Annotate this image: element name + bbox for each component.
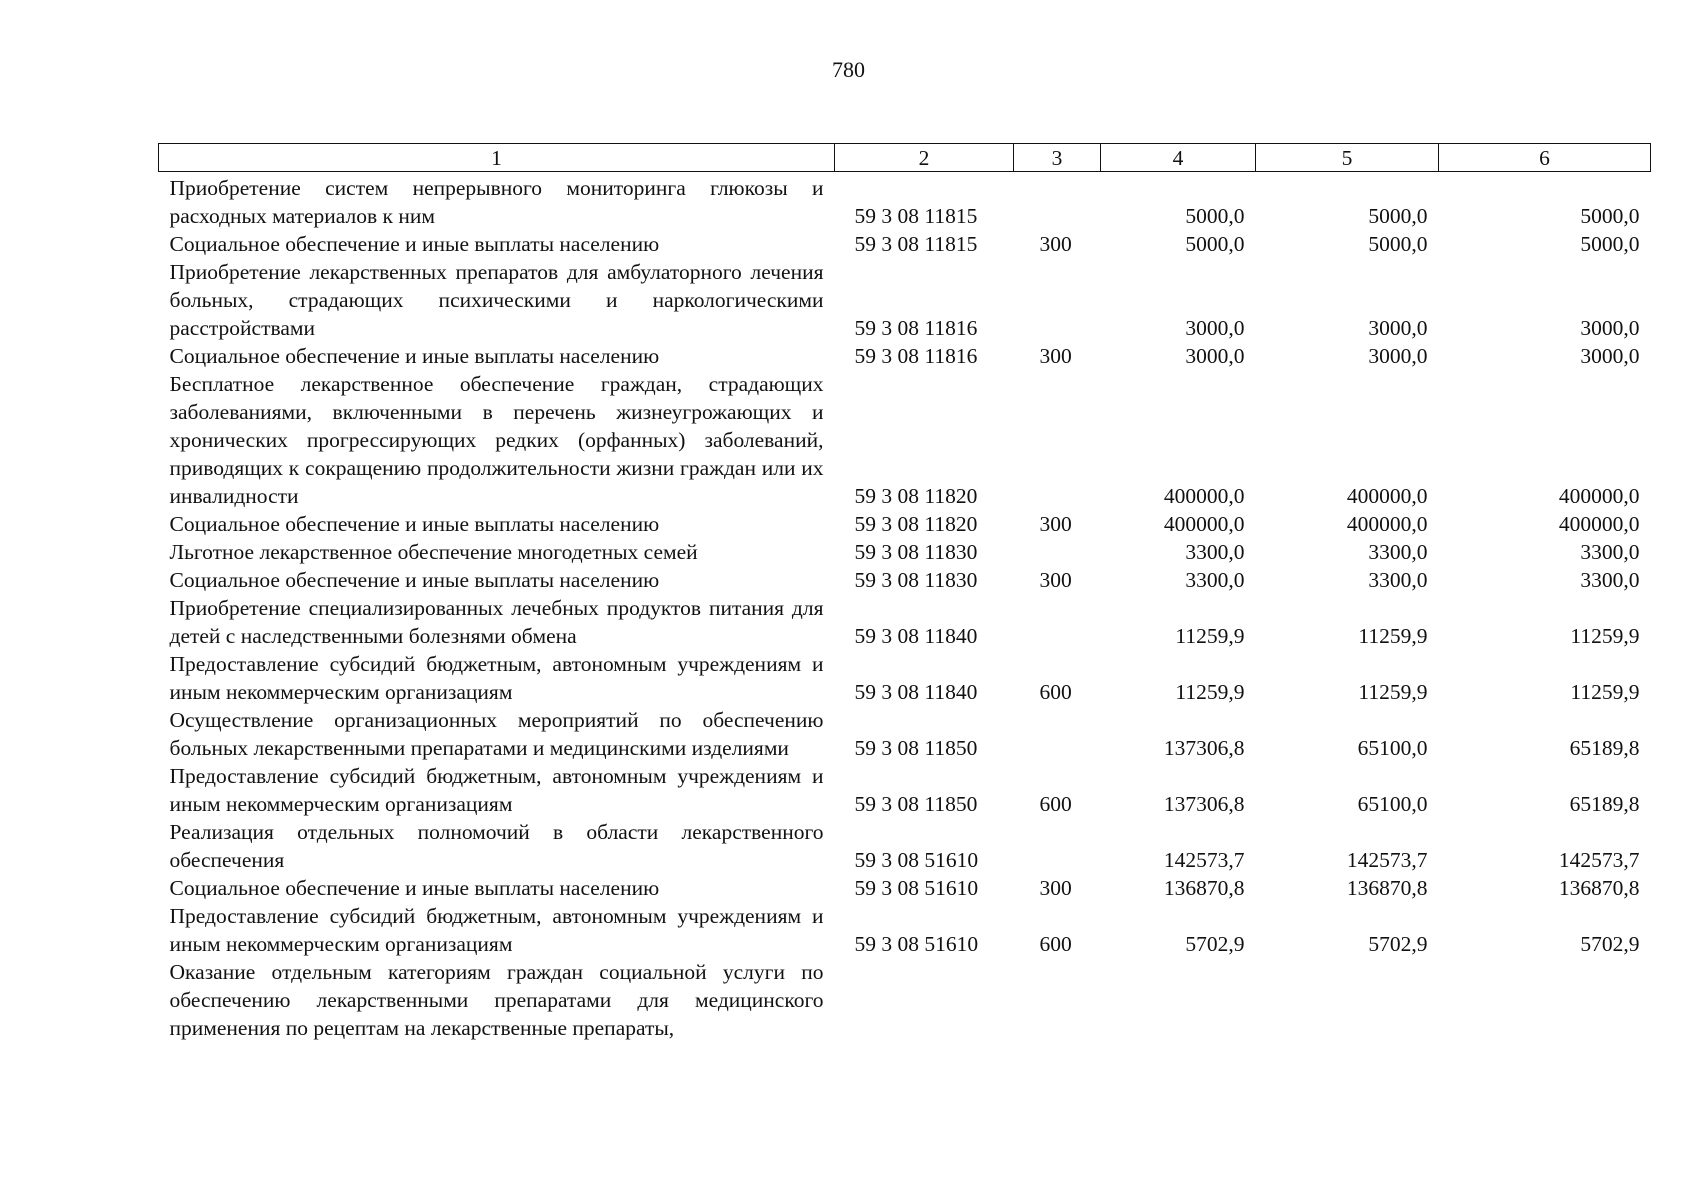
row-value-col6: 65189,8 bbox=[1569, 792, 1640, 816]
row-value-col5 bbox=[1256, 958, 1439, 1042]
row-expense-type: 300 bbox=[1039, 232, 1072, 256]
row-value-col4: 5702,9 bbox=[1185, 932, 1245, 956]
row-value-col5: 65100,0 bbox=[1357, 736, 1428, 760]
row-value-col6: 5000,0 bbox=[1580, 232, 1640, 256]
row-expense-type: 300 bbox=[1039, 568, 1072, 592]
row-name: Бесплатное лекарственное обеспечение граждан, страдающих заболеваниями, включенными в перечень жизнеугрожающих и хронических прогрессирующих редких (орфанных) заболеваний, приводящих к сокращению продолжительности жизни граждан или их инвалидности bbox=[169, 372, 824, 508]
row-value-col5: 142573,7 bbox=[1346, 848, 1428, 872]
row-code: 59 3 08 11850 bbox=[854, 792, 978, 816]
row-code: 59 3 08 11840 bbox=[854, 624, 978, 648]
row-value-col6: 3000,0 bbox=[1580, 316, 1640, 340]
row-value-col4: 137306,8 bbox=[1163, 792, 1245, 816]
column-header-5: 5 bbox=[1256, 144, 1439, 172]
row-expense-type bbox=[1014, 594, 1101, 650]
row-name: Социальное обеспечение и иные выплаты населению bbox=[169, 512, 660, 536]
row-value-col5: 400000,0 bbox=[1346, 512, 1428, 536]
row-value-col4: 3000,0 bbox=[1185, 344, 1245, 368]
row-value-col6: 136870,8 bbox=[1558, 876, 1640, 900]
row-code: 59 3 08 11850 bbox=[854, 736, 978, 760]
column-header-2: 2 bbox=[835, 144, 1014, 172]
row-code: 59 3 08 11840 bbox=[854, 680, 978, 704]
row-value-col5: 5000,0 bbox=[1368, 232, 1428, 256]
row-value-col4: 400000,0 bbox=[1163, 512, 1245, 536]
row-expense-type bbox=[1014, 538, 1101, 566]
row-value-col4: 3300,0 bbox=[1185, 540, 1245, 564]
row-value-col6: 11259,9 bbox=[1570, 680, 1640, 704]
table-row bbox=[159, 538, 1651, 566]
row-value-col4: 137306,8 bbox=[1163, 736, 1245, 760]
table-body bbox=[159, 172, 1651, 1043]
row-name: Социальное обеспечение и иные выплаты населению bbox=[169, 344, 660, 368]
row-value-col6: 5702,9 bbox=[1580, 932, 1640, 956]
row-code: 59 3 08 11816 bbox=[854, 316, 978, 340]
row-value-col4: 3300,0 bbox=[1185, 568, 1245, 592]
row-value-col4: 11259,9 bbox=[1175, 680, 1245, 704]
column-header-4: 4 bbox=[1101, 144, 1256, 172]
row-value-col4: 5000,0 bbox=[1185, 232, 1245, 256]
row-expense-type: 600 bbox=[1039, 680, 1072, 704]
row-value-col6: 3300,0 bbox=[1580, 568, 1640, 592]
budget-table bbox=[158, 143, 1651, 1042]
row-name: Предоставление субсидий бюджетным, автономным учреждениям и иным некоммерческим организациям bbox=[169, 764, 824, 816]
header-row bbox=[159, 144, 1651, 172]
row-expense-type bbox=[1014, 172, 1101, 231]
row-code: 59 3 08 11815 bbox=[854, 232, 978, 256]
row-name: Оказание отдельным категориям граждан социальной услуги по обеспечению лекарственными препаратами для медицинского применения по рецептам на лекарственные препараты, bbox=[169, 960, 824, 1040]
row-value-col5: 11259,9 bbox=[1358, 680, 1428, 704]
row-value-col6: 3000,0 bbox=[1580, 344, 1640, 368]
row-name: Осуществление организационных мероприятий по обеспечению больных лекарственными препаратами и медицинскими изделиями bbox=[169, 708, 824, 760]
row-code: 59 3 08 51610 bbox=[854, 848, 979, 872]
row-value-col5: 65100,0 bbox=[1357, 792, 1428, 816]
row-name: Приобретение специализированных лечебных продуктов питания для детей с наследственными болезнями обмена bbox=[169, 596, 824, 648]
row-value-col5: 3300,0 bbox=[1368, 540, 1428, 564]
row-value-col4: 136870,8 bbox=[1163, 876, 1245, 900]
row-expense-type bbox=[1014, 958, 1101, 1042]
row-value-col5: 400000,0 bbox=[1346, 484, 1428, 508]
row-value-col4: 5000,0 bbox=[1185, 204, 1245, 228]
row-name: Предоставление субсидий бюджетным, автономным учреждениям и иным некоммерческим организациям bbox=[169, 652, 824, 704]
row-value-col4: 3000,0 bbox=[1185, 316, 1245, 340]
column-header-6: 6 bbox=[1439, 144, 1651, 172]
row-name: Предоставление субсидий бюджетным, автономным учреждениям и иным некоммерческим организациям bbox=[169, 904, 824, 956]
row-value-col4: 11259,9 bbox=[1175, 624, 1245, 648]
row-code: 59 3 08 11815 bbox=[854, 204, 978, 228]
table-row bbox=[159, 706, 1651, 762]
row-expense-type: 300 bbox=[1039, 512, 1072, 536]
row-code bbox=[835, 958, 1014, 1042]
row-value-col6: 65189,8 bbox=[1569, 736, 1640, 760]
row-value-col6: 400000,0 bbox=[1558, 512, 1640, 536]
table-row bbox=[159, 258, 1651, 342]
row-value-col5: 3300,0 bbox=[1368, 568, 1428, 592]
table-row bbox=[159, 172, 1651, 231]
row-name: Льготное лекарственное обеспечение многодетных семей bbox=[169, 540, 698, 564]
row-code: 59 3 08 51610 bbox=[854, 876, 979, 900]
row-value-col4: 142573,7 bbox=[1163, 848, 1245, 872]
row-value-col4 bbox=[1101, 958, 1256, 1042]
row-expense-type bbox=[1014, 818, 1101, 874]
row-value-col6: 11259,9 bbox=[1570, 624, 1640, 648]
table-row bbox=[159, 902, 1651, 958]
column-header-1: 1 bbox=[159, 144, 835, 172]
row-expense-type: 300 bbox=[1039, 344, 1072, 368]
row-code: 59 3 08 11830 bbox=[854, 568, 978, 592]
row-expense-type: 600 bbox=[1039, 932, 1072, 956]
row-code: 59 3 08 51610 bbox=[854, 932, 979, 956]
row-value-col5: 5702,9 bbox=[1368, 932, 1428, 956]
row-value-col5: 5000,0 bbox=[1368, 204, 1428, 228]
table-row bbox=[159, 762, 1651, 818]
row-value-col6: 142573,7 bbox=[1558, 848, 1640, 872]
row-expense-type bbox=[1014, 258, 1101, 342]
row-code: 59 3 08 11816 bbox=[854, 344, 978, 368]
row-name: Приобретение систем непрерывного мониторинга глюкозы и расходных материалов к ним bbox=[169, 176, 824, 228]
table-row bbox=[159, 594, 1651, 650]
row-expense-type bbox=[1014, 370, 1101, 510]
table-row bbox=[159, 342, 1651, 370]
table-row bbox=[159, 230, 1651, 258]
table-row bbox=[159, 370, 1651, 510]
row-expense-type: 600 bbox=[1039, 792, 1072, 816]
row-value-col5: 11259,9 bbox=[1358, 624, 1428, 648]
row-name: Реализация отдельных полномочий в области лекарственного обеспечения bbox=[169, 820, 824, 872]
row-value-col6: 400000,0 bbox=[1558, 484, 1640, 508]
row-value-col5: 3000,0 bbox=[1368, 344, 1428, 368]
column-header-3: 3 bbox=[1014, 144, 1101, 172]
row-value-col6: 3300,0 bbox=[1580, 540, 1640, 564]
row-code: 59 3 08 11820 bbox=[854, 484, 978, 508]
row-value-col5: 3000,0 bbox=[1368, 316, 1428, 340]
row-name: Приобретение лекарственных препаратов для амбулаторного лечения больных, страдающих психическими и наркологическими расстройствами bbox=[169, 260, 824, 340]
row-value-col5: 136870,8 bbox=[1346, 876, 1428, 900]
page-number: 780 bbox=[832, 57, 865, 82]
table-row bbox=[159, 818, 1651, 874]
row-name: Социальное обеспечение и иные выплаты населению bbox=[169, 568, 660, 592]
row-name: Социальное обеспечение и иные выплаты населению bbox=[169, 232, 660, 256]
row-expense-type: 300 bbox=[1039, 876, 1072, 900]
table-row bbox=[159, 650, 1651, 706]
table-row bbox=[159, 958, 1651, 1042]
row-expense-type bbox=[1014, 706, 1101, 762]
row-code: 59 3 08 11830 bbox=[854, 540, 978, 564]
row-value-col4: 400000,0 bbox=[1163, 484, 1245, 508]
table-row bbox=[159, 510, 1651, 538]
row-code: 59 3 08 11820 bbox=[854, 512, 978, 536]
row-name: Социальное обеспечение и иные выплаты населению bbox=[169, 876, 660, 900]
row-value-col6: 5000,0 bbox=[1580, 204, 1640, 228]
table-row bbox=[159, 566, 1651, 594]
table-row bbox=[159, 874, 1651, 902]
row-value-col6 bbox=[1439, 958, 1651, 1042]
